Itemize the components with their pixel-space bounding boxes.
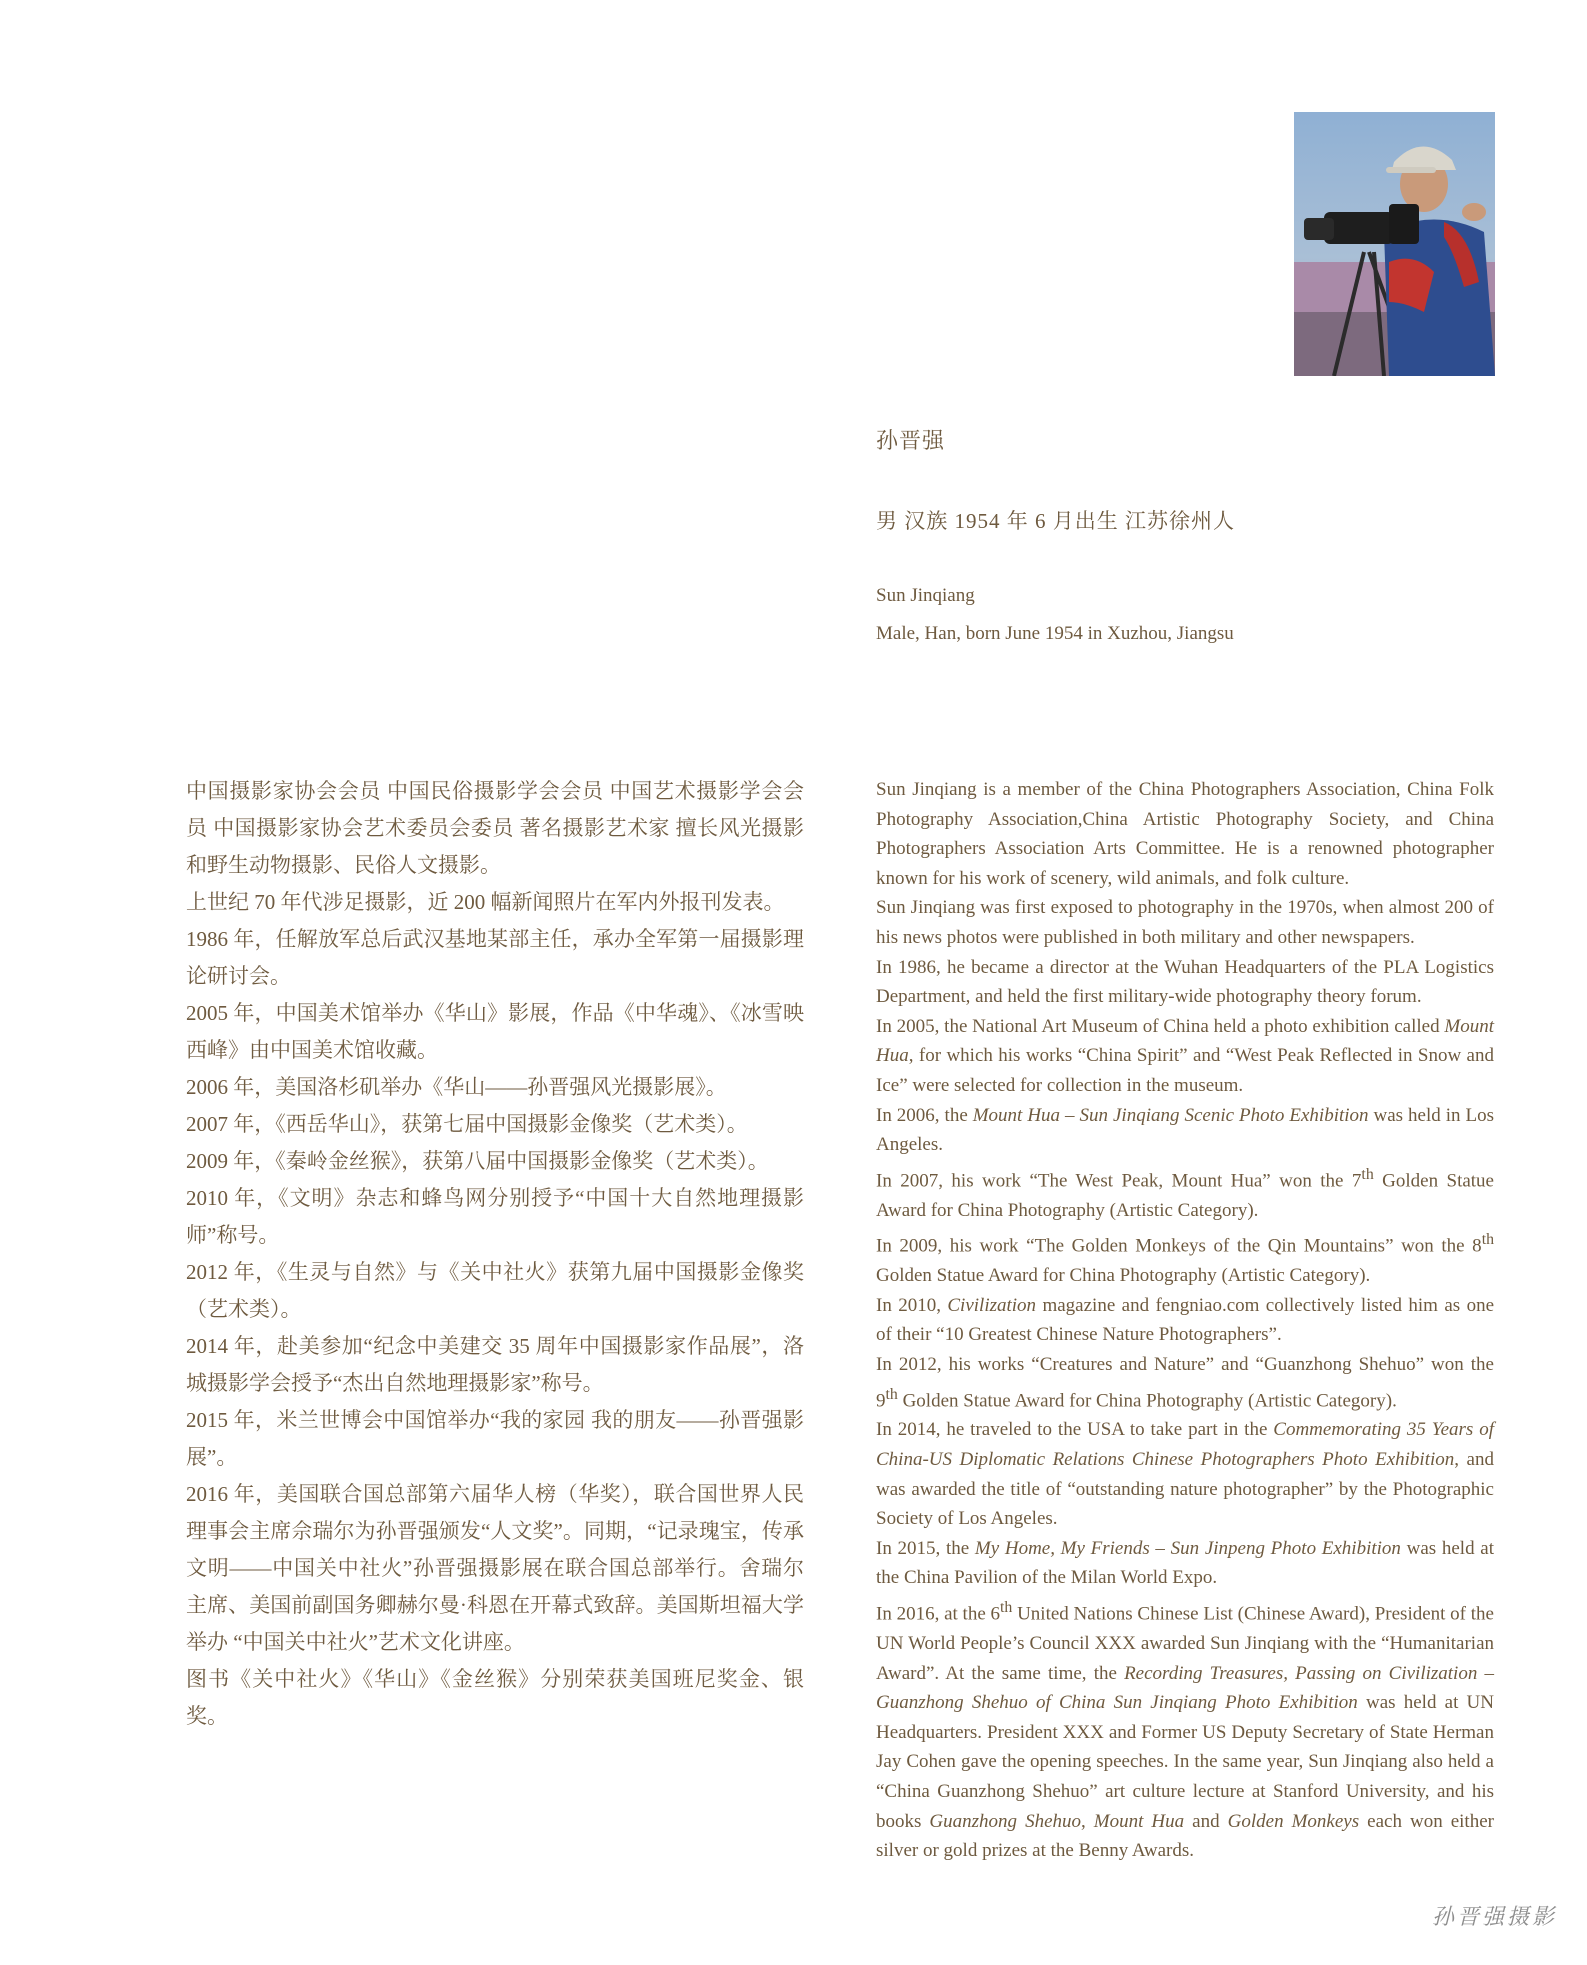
info-english: Male, Han, born June 1954 in Xuzhou, Jiangsu — [876, 623, 1234, 644]
bio-en-paragraph-5: In 2006, the Mount Hua – Sun Jinqiang Scenic Photo Exhibition was held in Los Angeles. — [876, 1104, 1494, 1156]
bio-en-paragraph-8: In 2010, Civilization magazine and fengniao.com collectively listed him as one of their “10 Greatest Chinese Nature Photographers”. — [876, 1294, 1495, 1346]
biography-chinese — [186, 773, 804, 1735]
bio-cn-paragraph: 2009 年，《秦岭金丝猴》，获第八届中国摄影金像奖（艺术类）。 — [186, 1149, 769, 1173]
bio-en-paragraph-7: In 2009, his work “The Golden Monkeys of the Qin Mountains” won the 8th Golden Statue Award for China Photography (Artistic Category). — [876, 1231, 1494, 1287]
bio-en-paragraph-6: In 2007, his work “The West Peak, Mount Hua” won the 7th Golden Statue Award for China Photography (Artistic Category). — [876, 1165, 1494, 1221]
footer-signature: 孙晋强摄影 — [1432, 1905, 1558, 1930]
bio-cn-paragraph: 2010 年，《文明》杂志和蜂鸟网分别授予“中国十大自然地理摄影师”称号。 — [186, 1186, 804, 1247]
biography-english — [876, 775, 1494, 1866]
bio-cn-paragraph: 图书《关中社火》《华山》《金丝猴》分别荣获美国班尼奖金、银奖。 — [186, 1667, 804, 1728]
bio-en-paragraph-9: In 2012, his works “Creatures and Nature” and “Guanzhong Shehuo” won the 9th Golden Statue Award for China Photography (Artistic Category). — [876, 1353, 1494, 1411]
name-english: Sun Jinqiang — [876, 585, 975, 606]
bio-cn-paragraph: 2015 年，米兰世博会中国馆举办“我的家园 我的朋友——孙晋强影展”。 — [186, 1408, 804, 1469]
name-chinese: 孙晋强 — [876, 428, 946, 453]
info-chinese: 男 汉族 1954 年 6 月出生 江苏徐州人 — [876, 509, 1235, 533]
bio-en-paragraph-12: In 2016, at the 6th United Nations Chinese List (Chinese Award), President of the UN World People’s Council XXX awarded Sun Jinqiang with the “Humanitarian Award”. At the same time, the Recording Treasures, Passing on Civilization – Guanzhong Shehuo of China Sun Jinqiang Photo Exhibition was held at UN Headquarters. President XXX and Former US Deputy Secretary of State Herman Jay Cohen gave the opening speeches. In the same year, Sun Jinqiang also held a “China Guanzhong Shehuo” art culture lecture at Stanford University, and his books Guanzhong Shehuo, Mount Hua and Golden Monkeys each won either silver or gold prizes at the Benny Awards. — [876, 1599, 1495, 1862]
bio-cn-paragraph: 2012 年，《生灵与自然》与《关中社火》获第九届中国摄影金像奖（艺术类）。 — [186, 1260, 804, 1321]
bio-en-paragraph-10: In 2014, he traveled to the USA to take part in the Commemorating 35 Years of China-US Diplomatic Relations Chinese Photographers Photo Exhibition, and was awarded the title of “outstanding nature photographer” by the Photographic Society of Los Angeles. — [876, 1419, 1494, 1530]
bio-en-paragraph-4: In 2005, the National Art Museum of China held a photo exhibition called Mount Hua, for which his works “China Spirit” and “West Peak Reflected in Snow and Ice” were selected for collection in the museum. — [876, 1015, 1494, 1096]
bio-cn-paragraph: 2014 年，赴美参加“纪念中美建交 35 周年中国摄影家作品展”，洛城摄影学会授予“杰出自然地理摄影家”称号。 — [186, 1334, 804, 1395]
bio-en-paragraph-1: Sun Jinqiang is a member of the China Photographers Association, China Folk Photography Association,China Artistic Photography Society, and China Photographers Association Arts Committee. He is a renowned photographer known for his work of scenery, wild animals, and folk culture. — [876, 779, 1494, 889]
bio-en-paragraph-3: In 1986, he became a director at the Wuhan Headquarters of the PLA Logistics Department, and held the first military-wide photography theory forum. — [876, 956, 1494, 1008]
bio-en-paragraph-2: Sun Jinqiang was first exposed to photography in the 1970s, when almost 200 of his news photos were published in both military and other newspapers. — [876, 897, 1494, 948]
portrait-image — [1294, 112, 1495, 376]
bio-cn-paragraph: 2005 年，中国美术馆举办《华山》影展，作品《中华魂》、《冰雪映西峰》由中国美术馆收藏。 — [186, 1001, 804, 1062]
bio-cn-paragraph: 中国摄影家协会会员 中国民俗摄影学会会员 中国艺术摄影学会会员 中国摄影家协会艺术委员会委员 著名摄影艺术家 擅长风光摄影和野生动物摄影、民俗人文摄影。 — [186, 779, 804, 877]
bio-cn-paragraph: 上世纪 70 年代涉足摄影，近 200 幅新闻照片在军内外报刊发表。 — [186, 890, 785, 914]
portrait-photo — [1294, 112, 1495, 376]
bio-cn-paragraph: 2016 年，美国联合国总部第六届华人榜（华奖），联合国世界人民理事会主席佘瑞尔为孙晋强颁发“人文奖”。同期，“记录瑰宝，传承文明——中国关中社火”孙晋强摄影展在联合国总部举行。舍瑞尔主席、美国前副国务卿赫尔曼·科恩在开幕式致辞。美国斯坦福大学举办 “中国关中社火”艺术文化讲座。 — [186, 1482, 804, 1654]
bio-cn-paragraph: 1986 年，任解放军总后武汉基地某部主任，承办全军第一届摄影理论研讨会。 — [186, 927, 804, 988]
bio-cn-paragraph: 2007 年，《西岳华山》，获第七届中国摄影金像奖（艺术类）。 — [186, 1112, 748, 1136]
bio-cn-paragraph: 2006 年，美国洛杉矶举办《华山——孙晋强风光摄影展》。 — [186, 1075, 727, 1099]
header-block — [876, 424, 1516, 645]
bio-en-paragraph-11: In 2015, the My Home, My Friends – Sun Jinpeng Photo Exhibition was held at the China Pavilion of the Milan World Expo. — [876, 1537, 1494, 1589]
